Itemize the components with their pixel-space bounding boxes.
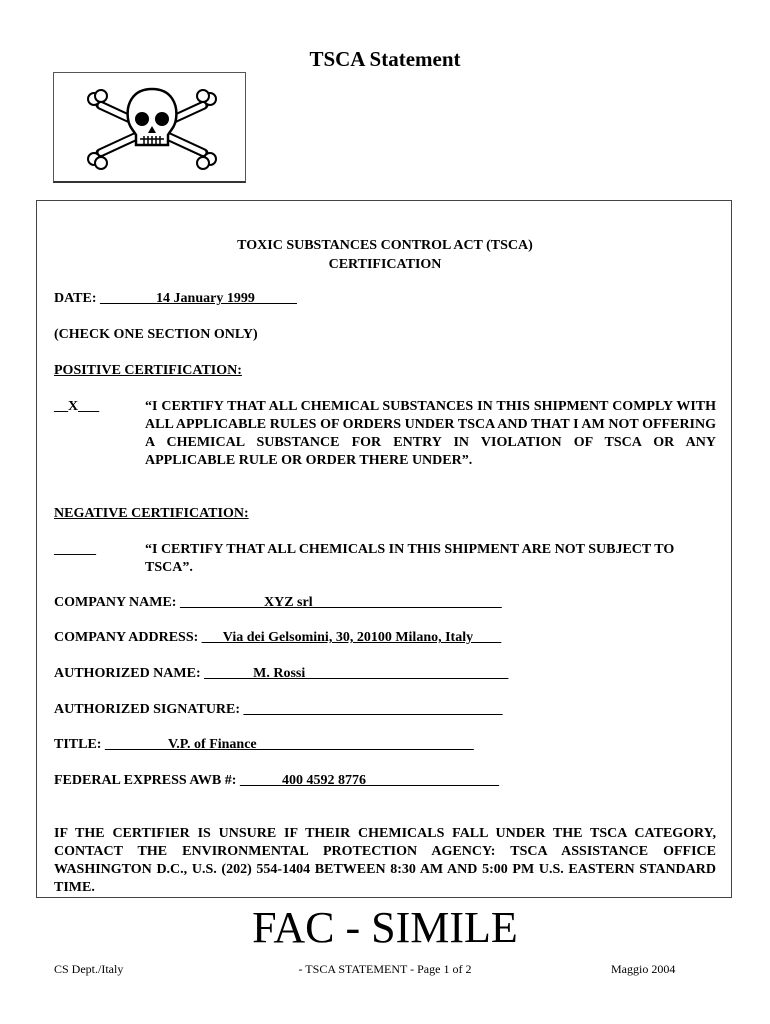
authorized-name-value: _______M. Rossi_____________________________ <box>204 666 509 681</box>
fedex-awb-field <box>54 772 499 790</box>
title-value: _________V.P. of Finance_______________________________ <box>104 737 474 752</box>
title-label: TITLE: <box>54 737 102 752</box>
facsimile-watermark: FAC - SIMILE <box>252 903 518 952</box>
footer-center: - TSCA STATEMENT - Page 1 of 2 <box>298 962 472 976</box>
fedex-awb-label: FEDERAL EXPRESS AWB #: <box>54 773 237 788</box>
epa-notice: IF THE CERTIFIER IS UNSURE IF THEIR CHEMICALS FALL UNDER THE TSCA CATEGORY, CONTACT THE ENVIRONMENTAL PROTECTION AGENCY: TSCA ASSISTANCE OFFICE WASHINGTON D.C., U.S. (202) 554-1404 BETWEEN 8:30 AM AND 5:00 PM U.S. EASTERN STANDARD TIME. <box>54 826 716 895</box>
company-address-value: ___Via dei Gelsomini, 30, 20100 Milano, Italy____ <box>201 630 502 645</box>
authorized-name-label: AUTHORIZED NAME: <box>54 666 201 681</box>
authorized-signature-value: _____________________________________ <box>243 702 503 717</box>
check-one-instruction: (CHECK ONE SECTION ONLY) <box>54 327 258 342</box>
date-field <box>54 290 297 308</box>
company-address-field <box>54 629 501 647</box>
negative-heading: NEGATIVE CERTIFICATION: <box>54 506 249 521</box>
fedex-awb-value: ______400 4592 8776___________________ <box>239 773 499 788</box>
title-field <box>54 736 474 754</box>
date-label: DATE: <box>54 291 97 306</box>
authorized-name-field <box>54 665 508 683</box>
company-name-value: ____________XYZ srl___________________________ <box>179 595 502 610</box>
authorized-signature-field <box>54 701 503 719</box>
page-title: TSCA Statement <box>309 47 461 71</box>
positive-text: “I CERTIFY THAT ALL CHEMICAL SUBSTANCES IN THIS SHIPMENT COMPLY WITH ALL APPLICABLE RULES OF ORDERS UNDER TSCA AND THAT I AM NOT OFFERING A CHEMICAL SUBSTANCE FOR ENTRY IN VIOLATION OF TSCA OR ANY APPLICABLE RULE OR ORDER THERE UNDER”. <box>145 399 716 468</box>
company-name-label: COMPANY NAME: <box>54 595 177 610</box>
authorized-signature-label: AUTHORIZED SIGNATURE: <box>54 702 241 717</box>
date-value: ________14 January 1999______ <box>100 291 297 306</box>
negative-checkmark: ______ <box>54 542 96 557</box>
positive-heading: POSITIVE CERTIFICATION: <box>54 363 242 378</box>
skull-crossbones-icon <box>82 79 222 175</box>
positive-checkmark: __X___ <box>54 399 100 414</box>
company-address-label: COMPANY ADDRESS: <box>54 630 199 645</box>
company-name-field <box>54 594 502 612</box>
negative-text: “I CERTIFY THAT ALL CHEMICALS IN THIS SHIPMENT ARE NOT SUBJECT TO TSCA”. <box>145 542 675 575</box>
hazard-logo <box>53 72 246 183</box>
footer-right: Maggio 2004 <box>611 962 676 976</box>
heading-line2: CERTIFICATION <box>328 257 442 272</box>
heading-line1: TOXIC SUBSTANCES CONTROL ACT (TSCA) <box>237 238 533 253</box>
footer-left: CS Dept./Italy <box>54 962 124 976</box>
